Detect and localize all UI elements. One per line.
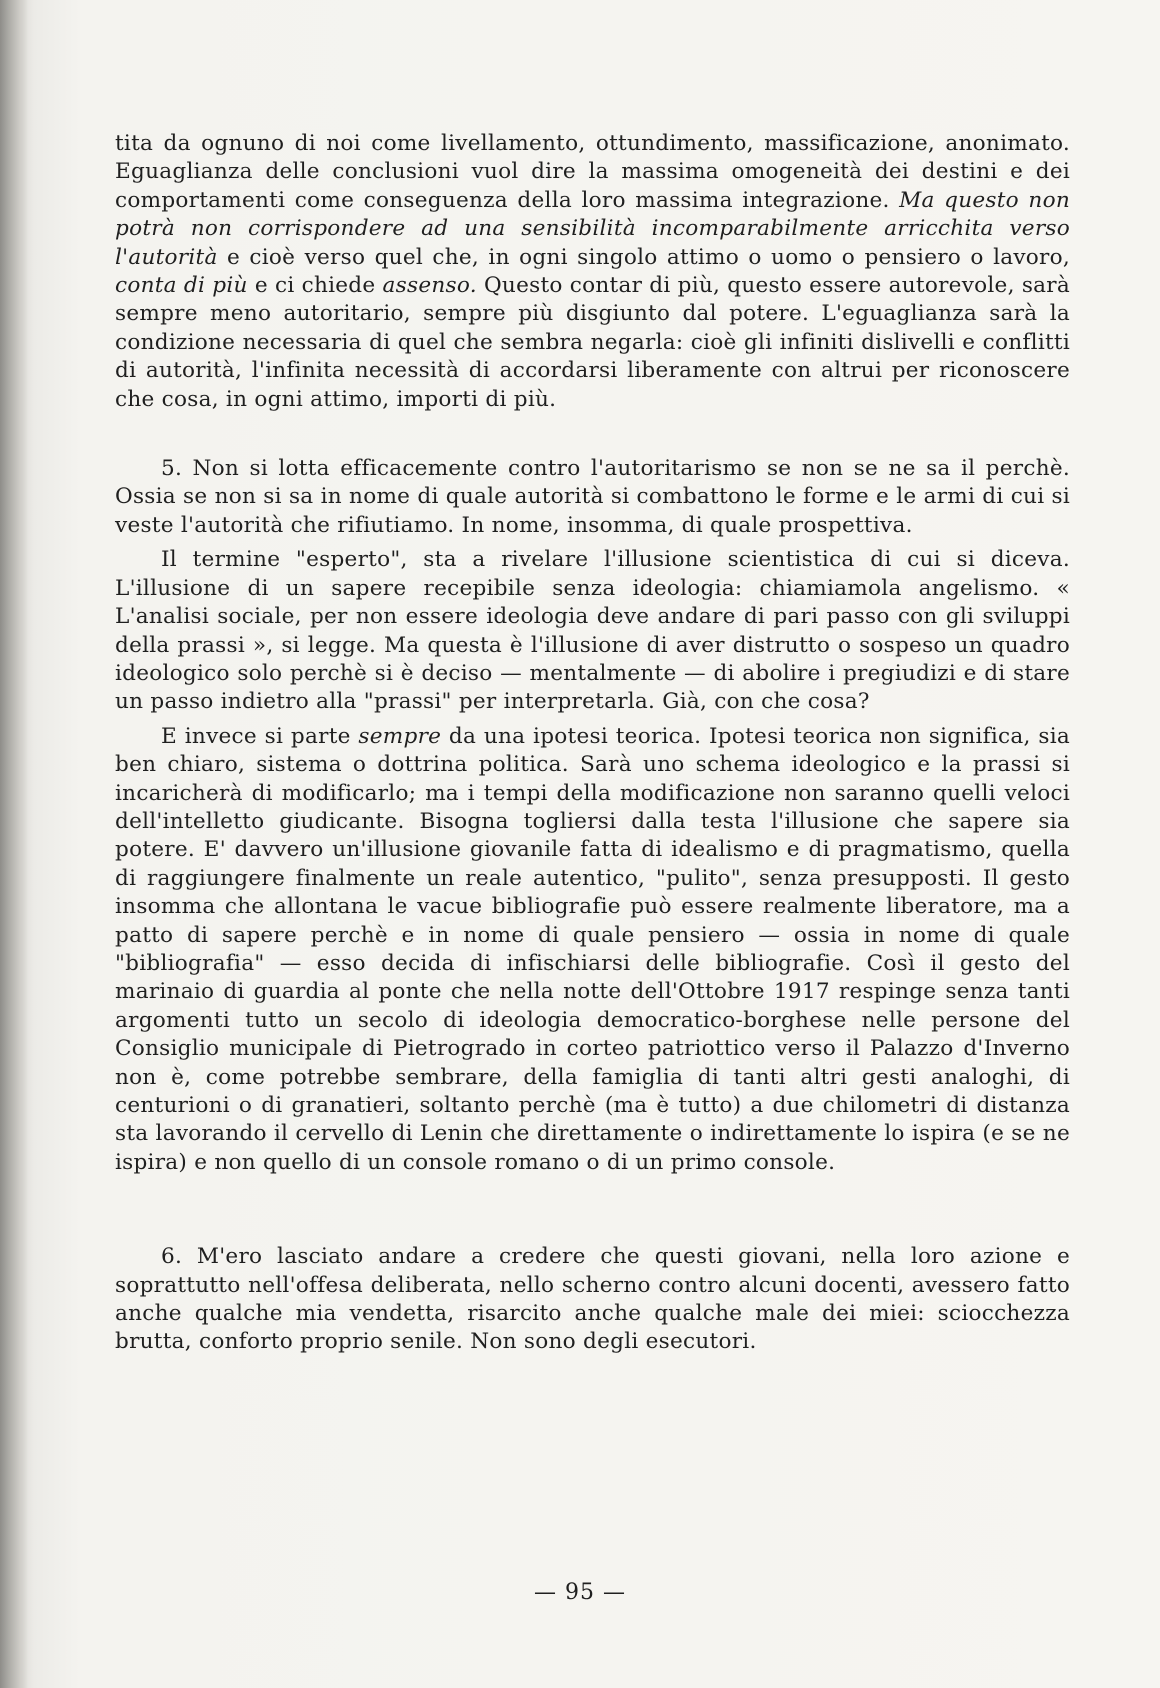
section-5-paragraph-2: Il termine "esperto", sta a rivelare l'illusione scientistica di cui si diceva. L'illusione di un sapere recepibile senza ideologia: chiamiamola angelismo. « L'analisi sociale, per non essere ideologia deve andare di pari passo con gli sviluppi della prassi », si legge. Ma questa è l'illusione di aver distrutto o sospeso un quadro ideologico solo perchè si è deciso — mentalmente — di abolire i pregiudizi e di stare un passo indietro alla "prassi" per interpretarla. Già, con che cosa? — [115, 547, 1070, 715]
section-5-paragraph-3 — [115, 723, 1070, 1178]
paragraph-text: da una ipotesi teorica. Ipotesi teorica non significa, sia ben chiaro, sistema o dottrina politica. Sarà uno schema ideologico e la prassi si incaricherà di modificarlo; ma i tempi della modificazione non saranno quelli veloci dell'intelletto giudicante. Bisogna togliersi dalla testa l'illusione che sapere sia potere. E' davvero un'illusione giovanile fatta di idealismo e di pragmatismo, quella di raggiungere finalmente un reale autentico, "pulito", senza presupposti. Il gesto insomma che allontana le vacue bibliografie può essere realmente liberatore, ma a patto di sapere perchè e in nome di quale pensiero — ossia in nome di quale "bibliografia" — esso decida di infischiarsi delle bibliografie. Così il gesto del marinaio di guardia al ponte che nella notte dell'Ottobre 1917 respinge senza tanti argomenti tutto un secolo di ideologia democratico-borghese nelle persone del Consiglio municipale di Pietrogrado in corteo patriottico verso il Palazzo d'Inverno non è, come potrebbe sembrare, della famiglia di tanti altri gesti analoghi, di centurioni o di granatieri, soltanto perchè (ma è tutto) a due chilometri di distanza sta lavorando il cervello di Lenin che direttamente o indirettamente lo ispira (e se ne ispira) e non quello di un console romano o di un primo console. — [115, 723, 1070, 1175]
section-5-paragraph-1: 5. Non si lotta efficacemente contro l'autoritarismo se non se ne sa il perchè. Ossia se non si sa in nome di quale autorità si combattono le forme e le armi di cui si veste l'autorità che rifiutiamo. In nome, insomma, di quale prospettiva. — [115, 456, 1070, 538]
page-number: — 95 — — [534, 1580, 626, 1605]
page-binding-shadow — [0, 0, 28, 1688]
paragraph-text: E invece si parte — [161, 723, 359, 749]
paragraph-text: tita da ognuno di noi come livellamento, ottundimento, massificazione, anonimato. Eguaglianza delle conclusioni vuol dire la massima omogeneità dei destini e dei comportamenti come conseguenza della loro massima integrazione. — [115, 131, 1070, 213]
italic-emphasis: sempre — [358, 723, 442, 749]
italic-emphasis: Ma questo non potrà non corrispondere ad una sensibilità incomparabilmente arricchita verso l'autorità — [115, 187, 1071, 270]
paragraph-text: Questo contar di più, questo essere autorevole, sarà sempre meno autoritario, sempre più disgiunto dal potere. L'eguaglianza sarà la condizione necessaria di quel che sembra negarla: cioè gli infiniti dislivelli e conflitti di autorità, l'infinita necessità di accordarsi liberamente con altrui per riconoscere che cosa, in ogni attimo, importi di più. — [115, 273, 1070, 412]
italic-emphasis: assenso. — [382, 273, 477, 299]
paragraph-continuation — [115, 130, 1070, 414]
paragraph-text: e cioè verso quel che, in ogni singolo attimo o uomo o pensiero o lavoro, — [217, 244, 1070, 270]
section-6-paragraph-1: 6. M'ero lasciato andare a credere che questi giovani, nella loro azione e soprattutto nell'offesa deliberata, nello scherno contro alcuni docenti, avessero fatto anche qualche mia vendetta, risarcito anche qualche male dei miei: sciocchezza brutta, conforto proprio senile. Non sono degli esecutori. — [115, 1244, 1070, 1355]
body-text — [115, 130, 1070, 1357]
italic-emphasis: conta di più — [115, 273, 248, 299]
paragraph-text: e ci chiede — [247, 273, 383, 299]
